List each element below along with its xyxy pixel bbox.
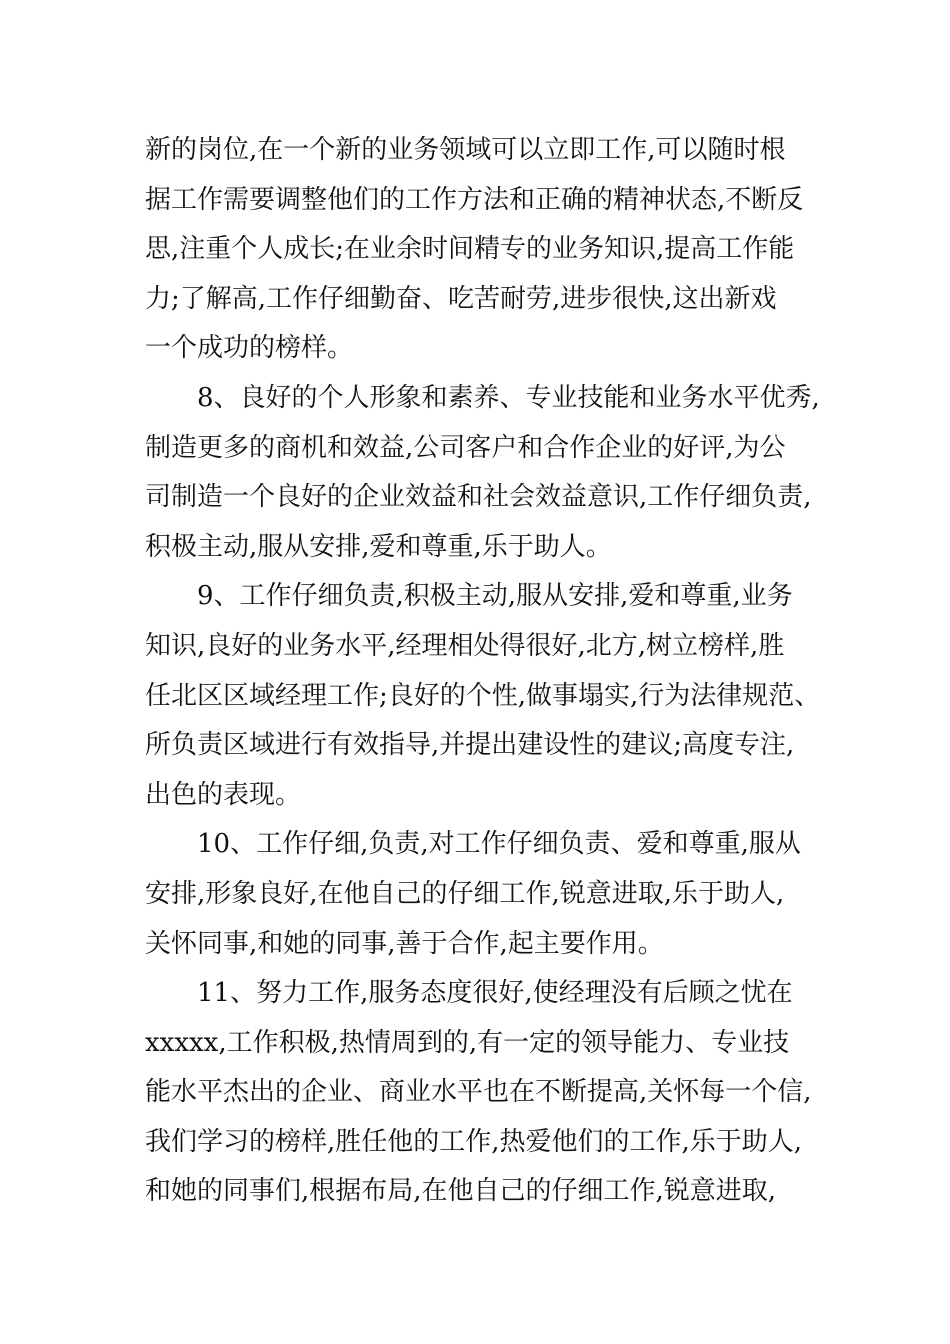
text-line: 一个成功的榜样。	[145, 333, 354, 364]
text-line: 11、努力工作,服务态度很好,使经理没有后顾之忧在	[197, 978, 793, 1009]
text-line: 我们学习的榜样,胜任他的工作,热爱他们的工作,乐于助人,	[145, 1126, 803, 1157]
text-line: 司制造一个良好的企业效益和社会效益意识,工作仔细负责,	[145, 482, 812, 513]
paragraph-item-8	[145, 374, 820, 572]
text-line: 出色的表现。	[145, 779, 302, 810]
text-line: 9、工作仔细负责,积极主动,服从安排,爱和尊重,业务	[197, 581, 793, 612]
paragraph-item-10	[145, 820, 817, 969]
text-line: 积极主动,服从安排,爱和尊重,乐于助人。	[145, 531, 612, 562]
text-line: 8、良好的个人形象和素养、专业技能和业务水平优秀,	[197, 382, 820, 413]
text-line: 制造更多的商机和效益,公司客户和合作企业的好评,为公	[145, 432, 786, 463]
text-line: 知识,良好的业务水平,经理相处得很好,北方,树立榜样,胜	[145, 630, 785, 661]
text-line: 力;了解高,工作仔细勤奋、吃苦耐劳,进步很快,这出新戏	[145, 283, 777, 314]
text-line: 所负责区域进行有效指导,并提出建设性的建议;高度专注,	[145, 730, 795, 761]
paragraph-continuation	[145, 126, 817, 374]
text-line: 关怀同事,和她的同事,善于合作,起主要作用。	[145, 928, 664, 959]
text-line: 安排,形象良好,在他自己的仔细工作,锐意进取,乐于助人,	[145, 878, 785, 909]
text-line: xxxxx,工作积极,热情周到的,有一定的领导能力、专业技	[145, 1027, 790, 1058]
text-line: 10、工作仔细,负责,对工作仔细负责、爱和尊重,服从	[197, 829, 801, 860]
paragraph-item-11	[145, 969, 817, 1217]
text-line: 能水平杰出的企业、商业水平也在不断提高,关怀每一个信,	[145, 1077, 812, 1108]
text-line: 和她的同事们,根据布局,在他自己的仔细工作,锐意进取,	[145, 1176, 777, 1207]
paragraph-item-9	[145, 572, 821, 820]
text-line: 思,注重个人成长;在业余时间精专的业务知识,提高工作能	[145, 234, 795, 265]
text-line: 据工作需要调整他们的工作方法和正确的精神状态,不断反	[145, 184, 804, 215]
document-body	[145, 126, 821, 1217]
text-line: 新的岗位,在一个新的业务领域可以立即工作,可以随时根	[145, 135, 786, 165]
text-line: 任北区区域经理工作;良好的个性,做事塌实,行为法律规范、	[145, 680, 821, 711]
